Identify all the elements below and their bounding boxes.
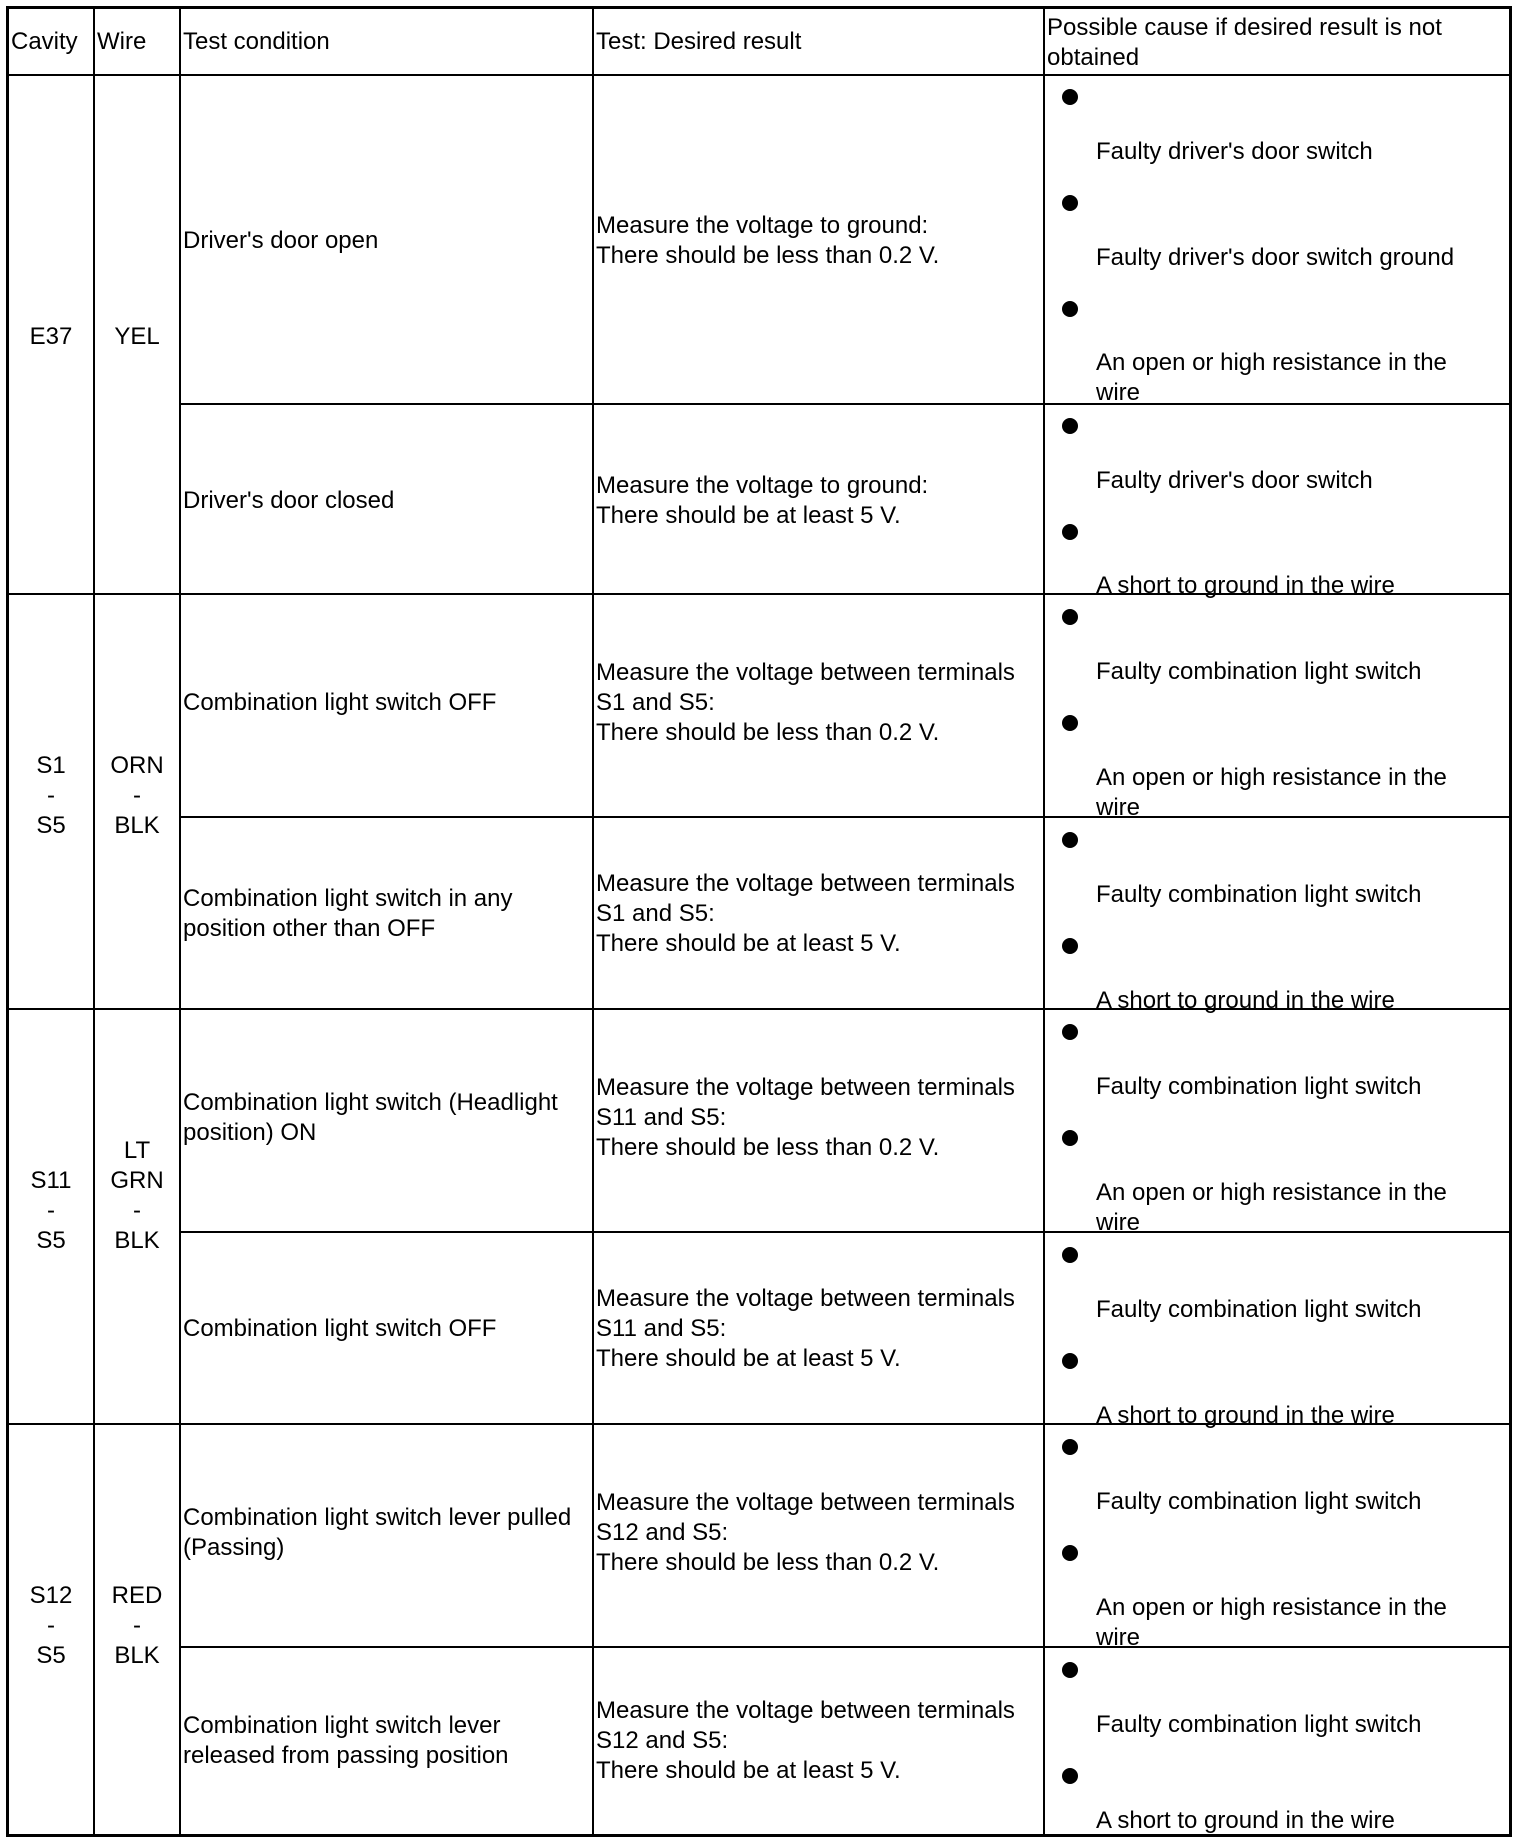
bullet-icon bbox=[1062, 1662, 1078, 1678]
possible-cause: Faulty combination light switch bbox=[1096, 1488, 1422, 1515]
bullet-icon bbox=[1062, 1545, 1078, 1561]
desired-result: Measure the voltage between terminals S1 and S5: There should be at least 5 V. bbox=[596, 870, 1015, 957]
cavity-cell: E37 bbox=[29, 323, 73, 350]
wire-cell: LT GRN - BLK bbox=[110, 1137, 164, 1254]
bullet-icon bbox=[1062, 195, 1078, 211]
possible-cause: An open or high resistance in the wire bbox=[1096, 349, 1447, 406]
desired-result: Measure the voltage between terminals S12 and S5: There should be less than 0.2 V. bbox=[596, 1489, 1015, 1576]
possible-cause: A short to ground in the wire bbox=[1096, 1807, 1395, 1834]
bullet-icon bbox=[1062, 1353, 1078, 1369]
test-condition: Driver's door closed bbox=[183, 487, 395, 514]
wire-cell: YEL bbox=[114, 323, 160, 350]
desired-result: Measure the voltage to ground: There should be less than 0.2 V. bbox=[596, 212, 940, 269]
bullet-icon bbox=[1062, 832, 1078, 848]
possible-cause: Faulty combination light switch bbox=[1096, 658, 1422, 685]
header-rule bbox=[9, 74, 1509, 76]
header-possible-cause: Possible cause if desired result is not obtained bbox=[1047, 14, 1442, 71]
possible-cause: A short to ground in the wire bbox=[1096, 572, 1395, 599]
column-divider bbox=[592, 9, 594, 1834]
header-wire: Wire bbox=[97, 28, 147, 55]
possible-cause: Faulty driver's door switch ground bbox=[1096, 244, 1455, 271]
test-condition: Combination light switch OFF bbox=[183, 1315, 497, 1342]
bullet-icon bbox=[1062, 715, 1078, 731]
test-condition: Combination light switch lever pulled (Passing) bbox=[183, 1504, 572, 1561]
bullet-icon bbox=[1062, 301, 1078, 317]
cavity-cell: S11 - S5 bbox=[30, 1167, 72, 1254]
bullet-icon bbox=[1062, 1024, 1078, 1040]
bullet-icon bbox=[1062, 418, 1078, 434]
bullet-icon bbox=[1062, 1130, 1078, 1146]
test-condition: Driver's door open bbox=[183, 227, 379, 254]
desired-result: Measure the voltage between terminals S1 and S5: There should be less than 0.2 V. bbox=[596, 659, 1015, 746]
possible-cause: Faulty combination light switch bbox=[1096, 881, 1422, 908]
test-condition: Combination light switch lever released from passing position bbox=[183, 1712, 509, 1769]
test-condition: Combination light switch OFF bbox=[183, 689, 497, 716]
bullet-icon bbox=[1062, 938, 1078, 954]
possible-cause: Faulty combination light switch bbox=[1096, 1711, 1422, 1738]
diagnostic-table bbox=[6, 6, 1512, 1837]
column-divider bbox=[93, 9, 95, 1834]
bullet-icon bbox=[1062, 1768, 1078, 1784]
desired-result: Measure the voltage between terminals S11 and S5: There should be less than 0.2 V. bbox=[596, 1074, 1015, 1161]
desired-result: Measure the voltage between terminals S12 and S5: There should be at least 5 V. bbox=[596, 1697, 1015, 1784]
possible-cause: Faulty driver's door switch bbox=[1096, 138, 1373, 165]
possible-cause: Faulty combination light switch bbox=[1096, 1296, 1422, 1323]
header-test-condition: Test condition bbox=[183, 28, 330, 55]
possible-cause: An open or high resistance in the wire bbox=[1096, 1179, 1447, 1236]
possible-cause: A short to ground in the wire bbox=[1096, 987, 1395, 1014]
test-condition: Combination light switch in any position other than OFF bbox=[183, 885, 513, 942]
wire-cell: ORN - BLK bbox=[110, 752, 164, 839]
possible-cause: Faulty combination light switch bbox=[1096, 1073, 1422, 1100]
test-condition: Combination light switch (Headlight position) ON bbox=[183, 1089, 558, 1146]
desired-result: Measure the voltage to ground: There should be at least 5 V. bbox=[596, 472, 929, 529]
header-desired-result: Test: Desired result bbox=[596, 28, 802, 55]
cavity-cell: S1 - S5 bbox=[36, 752, 66, 839]
bullet-icon bbox=[1062, 89, 1078, 105]
column-divider bbox=[1043, 9, 1045, 1834]
possible-cause: Faulty driver's door switch bbox=[1096, 467, 1373, 494]
possible-cause: An open or high resistance in the wire bbox=[1096, 764, 1447, 821]
bullet-icon bbox=[1062, 524, 1078, 540]
column-divider bbox=[179, 9, 181, 1834]
possible-cause: An open or high resistance in the wire bbox=[1096, 1594, 1447, 1651]
wire-cell: RED - BLK bbox=[111, 1582, 163, 1669]
possible-cause: A short to ground in the wire bbox=[1096, 1402, 1395, 1429]
bullet-icon bbox=[1062, 1439, 1078, 1455]
desired-result: Measure the voltage between terminals S11 and S5: There should be at least 5 V. bbox=[596, 1285, 1015, 1372]
bullet-icon bbox=[1062, 1247, 1078, 1263]
bullet-icon bbox=[1062, 609, 1078, 625]
header-cavity: Cavity bbox=[11, 28, 78, 55]
cavity-cell: S12 - S5 bbox=[29, 1582, 73, 1669]
